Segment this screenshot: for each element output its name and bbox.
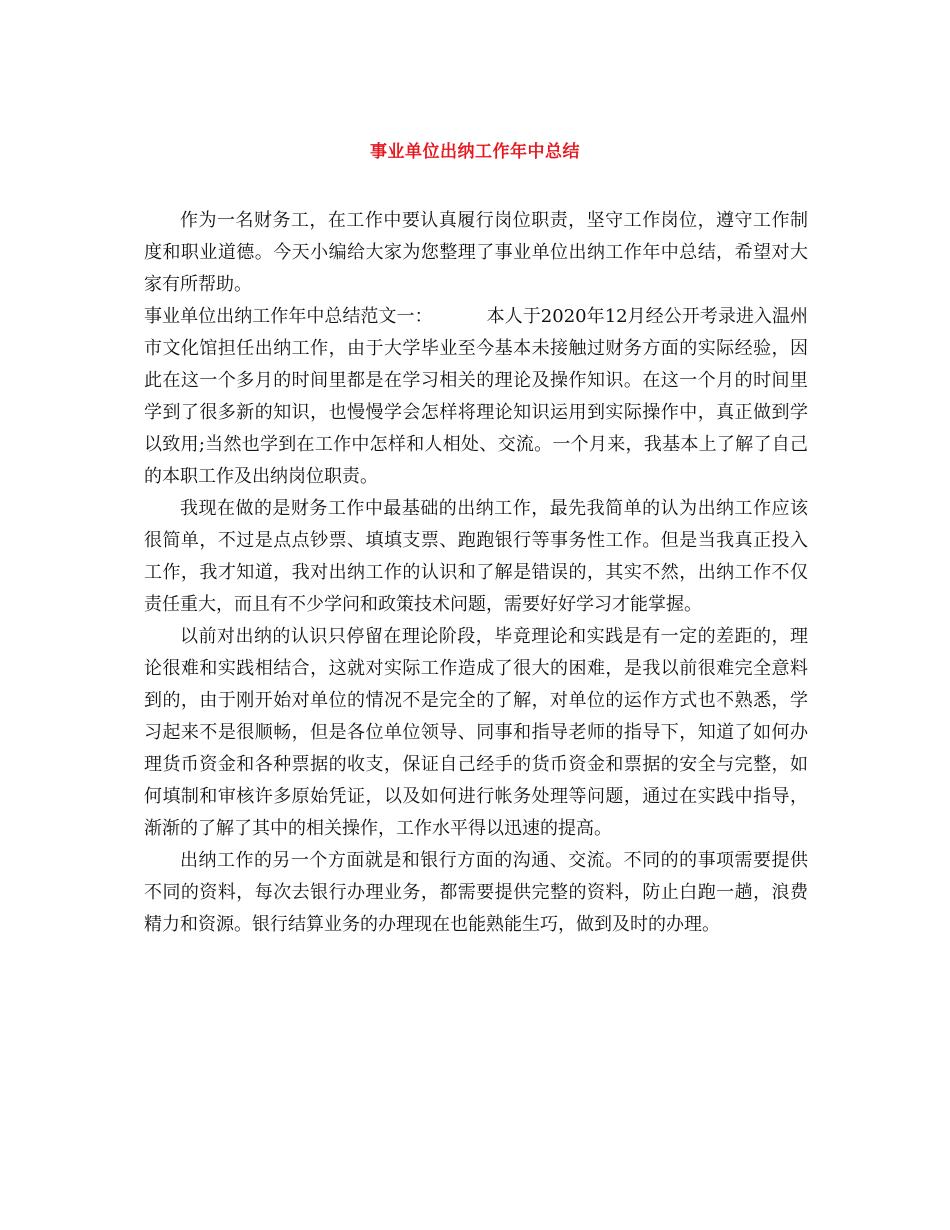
body-paragraph-2: 以前对出纳的认识只停留在理论阶段，毕竟理论和实践是有一定的差距的，理论很难和实践相结合，这就对实际工作造成了很大的困难，是我以前很难完全意料到的，由于刚开始对单位的情况不是完全的了解，对单位的运作方式也不熟悉，学习起来不是很顺畅，但是各位单位领导、同事和指导老师的指导下，知道了如何办理货币资金和各种票据的收支，保证自己经手的货币资金和票据的安全与完整，如何填制和审核许多原始凭证，以及如何进行帐务处理等问题，通过在实践中指导，渐渐的了解了其中的相关操作，工作水平得以迅速的提高。 (144, 626, 808, 839)
document-title: 事业单位出纳工作年中总结 (370, 142, 580, 162)
sample-heading: 事业单位出纳工作年中总结范文一： (144, 306, 433, 327)
body-paragraph-1: 我现在做的是财务工作中最基础的出纳工作，最先我简单的认为出纳工作应该很简单，不过是点点钞票、填填支票、跑跑银行等事务性工作。但是当我真正投入工作，我才知道，我对出纳工作的认识和了解是错误的，其实不然，出纳工作不仅责任重大，而且有不少学问和政策技术问题，需要好好学习才能掌握。 (144, 498, 808, 615)
document-body (144, 205, 808, 941)
body-paragraph-3: 出纳工作的另一个方面就是和银行方面的沟通、交流。不同的的事项需要提供不同的资料，每次去银行办理业务，都需要提供完整的资料，防止白跑一趟，浪费精力和资源。银行结算业务的办理现在也能熟能生巧，做到及时的办理。 (144, 850, 808, 935)
intro-paragraph: 作为一名财务工，在工作中要认真履行岗位职责，坚守工作岗位，遵守工作制度和职业道德。今天小编给大家为您整理了事业单位出纳工作年中总结，希望对大家有所帮助。 (144, 210, 808, 295)
sample-paragraph (144, 301, 808, 493)
sample-first-text: 本人于2020年12月经公开考录进入温州市文化馆担任出纳工作，由于大学毕业至今基本未接触过财务方面的实际经验，因此在这一个多月的时间里都是在学习相关的理论及操作知识。在这一个月的时间里学到了很多新的知识，也慢慢学会怎样将理论知识运用到实际操作中，真正做到学以致用;当然也学到在工作中怎样和人相处、交流。一个月来，我基本上了解了自己的本职工作及出纳岗位职责。 (144, 306, 808, 487)
